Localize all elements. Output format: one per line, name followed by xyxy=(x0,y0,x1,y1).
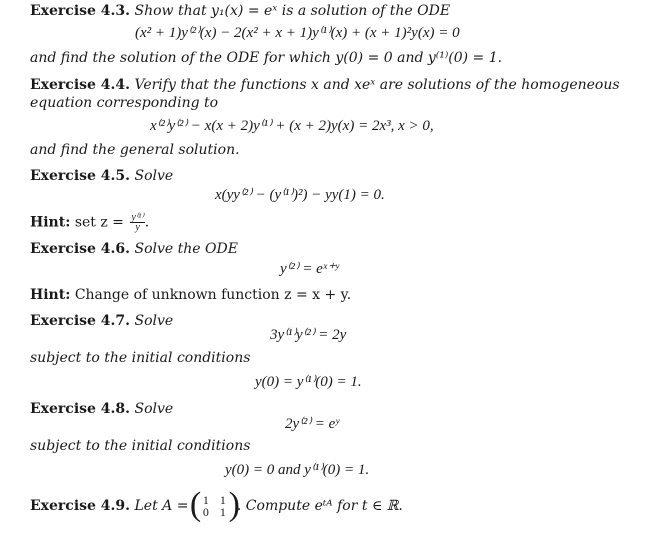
exercise-4-7-subject: subject to the initial conditions xyxy=(30,350,251,366)
exercise-4-3-equation: (x² + 1)y⁽²⁾(x) − 2(x² + x + 1)y⁽¹⁾(x) + (x + 1)²y(x) = 0 xyxy=(135,25,460,41)
exercise-4-3-label: Exercise 4.3. xyxy=(30,3,131,19)
exercise-4-8-statement xyxy=(30,401,173,418)
exercise-4-6-hint-label: Hint: xyxy=(30,287,71,303)
exercise-4-5-statement xyxy=(30,168,173,185)
exercise-4-8-text: Solve xyxy=(134,401,174,417)
hint-fraction xyxy=(130,213,144,232)
exercise-4-6-hint-text: Change of unknown function z = x + y. xyxy=(74,287,352,303)
exercise-4-5-text: Solve xyxy=(134,168,174,184)
exercise-4-4-statement xyxy=(30,77,620,94)
exercise-4-5-hint xyxy=(30,213,149,232)
exercise-4-7-conditions: y(0) = y⁽¹⁾(0) = 1. xyxy=(255,374,362,390)
exercise-4-5-label: Exercise 4.5. xyxy=(30,168,131,184)
exercise-4-9-statement xyxy=(30,486,403,523)
exercise-4-8-conditions: y(0) = 0 and y⁽¹⁾(0) = 1. xyxy=(225,462,370,478)
matrix-row-2: 0 1 xyxy=(202,505,230,519)
exercise-4-9-text-before: Let A = xyxy=(134,498,189,514)
exercise-4-3-statement xyxy=(30,3,450,20)
exercise-4-3-followup: and find the solution of the ODE for which y(0) = 0 and y⁽¹⁾(0) = 1. xyxy=(30,50,503,66)
exercise-4-5-hint-end: . xyxy=(144,214,150,231)
exercise-4-7-text: Solve xyxy=(134,313,174,329)
exercise-4-4-label: Exercise 4.4. xyxy=(30,77,131,93)
matrix-right-paren: ) xyxy=(228,486,240,523)
exercise-4-7-label: Exercise 4.7. xyxy=(30,313,131,329)
exercise-4-6-label: Exercise 4.6. xyxy=(30,241,131,257)
matrix-a xyxy=(189,486,240,523)
exercise-4-9-text-after: . Compute eᵗᴬ for t ∈ ℝ. xyxy=(236,498,403,514)
matrix-row-1: 1 1 xyxy=(202,493,230,507)
exercise-4-5-hint-label: Hint: xyxy=(30,214,71,231)
exercise-4-4-text-1: Verify that the functions x and xeˣ are solutions of the homogeneous xyxy=(134,77,620,93)
exercise-4-5-equation: x(yy⁽²⁾ − (y⁽¹⁾)²) − yy(1) = 0. xyxy=(215,187,385,203)
exercise-4-4-equation: x⁽²⁾y⁽²⁾ − x(x + 2)y⁽¹⁾ + (x + 2)y(x) = 2x³, x > 0, xyxy=(150,118,434,134)
exercise-4-6-equation: y⁽²⁾ = eˣ⁺ʸ xyxy=(280,261,339,277)
matrix-left-paren: ( xyxy=(189,486,202,523)
exercise-4-9-label: Exercise 4.9. xyxy=(30,498,131,514)
exercise-4-4-followup: and find the general solution. xyxy=(30,142,240,158)
exercise-4-6-statement xyxy=(30,241,238,258)
exercise-4-5-hint-text: set z = xyxy=(74,214,124,231)
exercise-4-6-text: Solve the ODE xyxy=(134,241,238,257)
exercise-4-6-hint xyxy=(30,287,351,304)
exercise-4-8-label: Exercise 4.8. xyxy=(30,401,131,417)
exercise-4-8-subject: subject to the initial conditions xyxy=(30,438,251,454)
hint-fraction-denominator: y xyxy=(135,222,140,233)
hint-fraction-numerator: y⁽¹⁾ xyxy=(131,212,144,223)
exercise-4-8-equation: 2y⁽²⁾ = eʸ xyxy=(285,416,340,432)
exercise-4-7-statement xyxy=(30,313,173,330)
exercise-4-7-equation: 3y⁽¹⁾y⁽²⁾ = 2y xyxy=(270,327,347,343)
exercise-4-4-text-2: equation corresponding to xyxy=(30,95,219,111)
exercise-4-3-text: Show that y₁(x) = eˣ is a solution of the ODE xyxy=(134,3,451,19)
